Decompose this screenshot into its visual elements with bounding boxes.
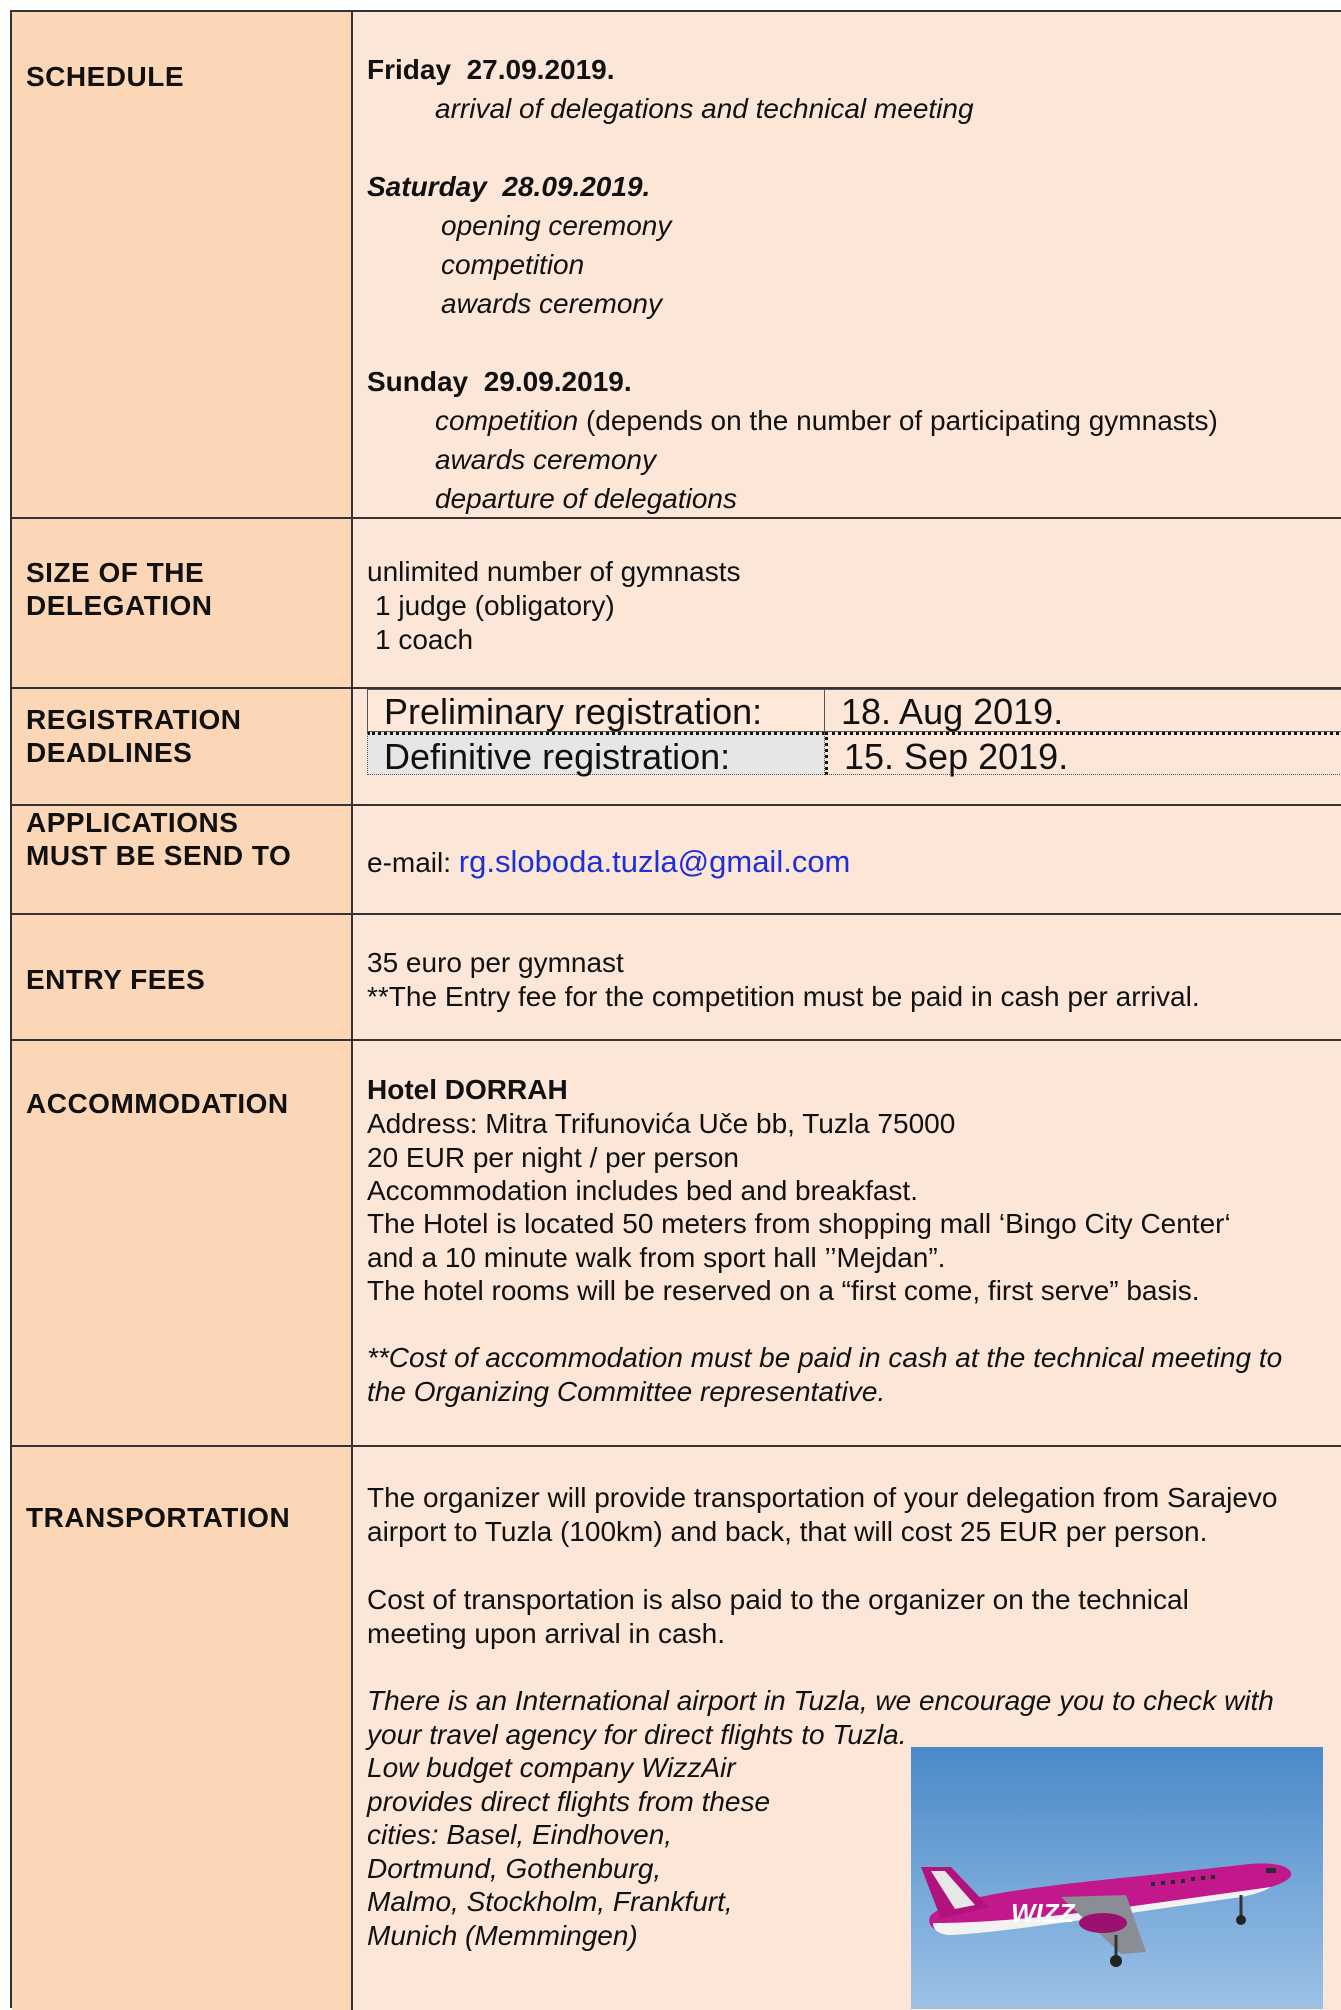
delegation-row bbox=[12, 519, 1341, 689]
transport-text: your travel agency for direct flights to Tuzla. bbox=[367, 1719, 907, 1750]
sunday-item: awards ceremony bbox=[435, 444, 656, 475]
wizz-line: Low budget company WizzAir bbox=[367, 1752, 736, 1783]
sunday-heading: Sunday 29.09.2019. bbox=[367, 366, 632, 397]
delegation-line: 1 judge (obligatory) bbox=[375, 590, 615, 621]
friday-heading: Friday 27.09.2019. bbox=[367, 54, 615, 85]
transport-text: meeting upon arrival in cash. bbox=[367, 1618, 725, 1649]
sunday-item-competition: competition (depends on the number of participating gymnasts) bbox=[435, 405, 1218, 436]
accommodation-line: and a 10 minute walk from sport hall ’’Mejdan”. bbox=[367, 1242, 946, 1273]
wizz-line: Dortmund, Gothenburg, bbox=[367, 1853, 662, 1884]
saturday-item: opening ceremony bbox=[441, 210, 672, 241]
transport-text: There is an International airport in Tuzla, we encourage you to check with bbox=[367, 1685, 1274, 1716]
accommodation-line: Address: Mitra Trifunovića Uče bb, Tuzla 75000 bbox=[367, 1108, 956, 1139]
delegation-label-cell bbox=[12, 519, 353, 687]
accommodation-note: **Cost of accommodation must be paid in cash at the technical meeting to bbox=[367, 1342, 1283, 1373]
delegation-value-cell bbox=[353, 519, 1341, 687]
deadline-name: Preliminary registration: bbox=[367, 689, 825, 732]
registration-label: REGISTRATION DEADLINES bbox=[26, 704, 242, 768]
hotel-name: Hotel DORRAH bbox=[367, 1074, 568, 1105]
registration-row bbox=[12, 689, 1341, 806]
delegation-line: unlimited number of gymnasts bbox=[367, 556, 741, 587]
wizz-line: Malmo, Stockholm, Frankfurt, bbox=[367, 1886, 733, 1917]
fees-row bbox=[12, 915, 1341, 1041]
wizz-logo: WIZZ bbox=[1011, 1898, 1075, 1928]
transport-text: Cost of transportation is also paid to the organizer on the technical bbox=[367, 1584, 1189, 1615]
deadline-date: 18. Aug 2019. bbox=[825, 689, 1341, 732]
registration-label-cell bbox=[12, 689, 353, 804]
email-line bbox=[367, 845, 850, 879]
wizz-line: Munich (Memmingen) bbox=[367, 1920, 638, 1951]
transport-text: airport to Tuzla (100km) and back, that will cost 25 EUR per person. bbox=[367, 1516, 1208, 1547]
applications-label-cell bbox=[12, 806, 353, 913]
transportation-label: TRANSPORTATION bbox=[26, 1502, 291, 1533]
applications-value-cell bbox=[353, 806, 1341, 913]
delegation-line: 1 coach bbox=[375, 624, 474, 655]
deadline-date: 15. Sep 2019. bbox=[825, 732, 1341, 775]
fees-line: 35 euro per gymnast bbox=[367, 947, 624, 978]
accommodation-line: The hotel rooms will be reserved on a “first come, first serve” basis. bbox=[367, 1275, 1200, 1306]
deadline-name: Definitive registration: bbox=[367, 732, 825, 775]
deadline-row bbox=[367, 732, 1341, 775]
transport-text: The organizer will provide transportation of your delegation from Sarajevo bbox=[367, 1482, 1278, 1513]
schedule-row bbox=[12, 12, 1341, 519]
deadline-row bbox=[367, 689, 1341, 732]
info-table bbox=[10, 10, 1341, 2008]
email-link[interactable]: rg.sloboda.tuzla@gmail.com bbox=[458, 844, 851, 879]
accommodation-line: Accommodation includes bed and breakfast. bbox=[367, 1175, 918, 1206]
saturday-item: awards ceremony bbox=[441, 288, 662, 319]
applications-row bbox=[12, 806, 1341, 915]
fees-label: ENTRY FEES bbox=[26, 964, 206, 995]
accommodation-label-cell bbox=[12, 1041, 353, 1445]
applications-label: APPLICATIONS MUST BE SEND TO bbox=[26, 807, 292, 871]
schedule-label-cell bbox=[12, 12, 353, 517]
airplane-icon bbox=[911, 1747, 1323, 2009]
schedule-value-cell bbox=[353, 12, 1341, 517]
transportation-row bbox=[12, 1447, 1341, 2010]
fees-value-cell bbox=[353, 915, 1341, 1039]
email-prefix: e-mail: bbox=[367, 847, 459, 878]
registration-value-cell bbox=[353, 689, 1341, 804]
wizz-line: provides direct flights from these bbox=[367, 1786, 771, 1817]
accommodation-value-cell bbox=[353, 1041, 1341, 1445]
sunday-item: departure of delegations bbox=[435, 483, 737, 514]
friday-item: arrival of delegations and technical meeting bbox=[435, 93, 974, 124]
saturday-heading: Saturday 28.09.2019. bbox=[367, 171, 651, 202]
wizzair-plane-photo bbox=[911, 1747, 1323, 2009]
deadlines-table bbox=[367, 689, 1341, 779]
fees-note: **The Entry fee for the competition must be paid in cash per arrival. bbox=[367, 981, 1200, 1012]
transportation-value-cell bbox=[353, 1447, 1341, 2010]
delegation-label: SIZE OF THE DELEGATION bbox=[26, 557, 213, 621]
transportation-label-cell bbox=[12, 1447, 353, 2010]
accommodation-note: the Organizing Committee representative. bbox=[367, 1376, 886, 1407]
schedule-label: SCHEDULE bbox=[26, 61, 185, 92]
accommodation-row bbox=[12, 1041, 1341, 1447]
accommodation-line: 20 EUR per night / per person bbox=[367, 1142, 739, 1173]
wizz-line: cities: Basel, Eindhoven, bbox=[367, 1819, 673, 1850]
saturday-item: competition bbox=[441, 249, 585, 280]
fees-label-cell bbox=[12, 915, 353, 1039]
accommodation-label: ACCOMMODATION bbox=[26, 1088, 289, 1119]
accommodation-line: The Hotel is located 50 meters from shopping mall ‘Bingo City Center‘ bbox=[367, 1208, 1231, 1239]
